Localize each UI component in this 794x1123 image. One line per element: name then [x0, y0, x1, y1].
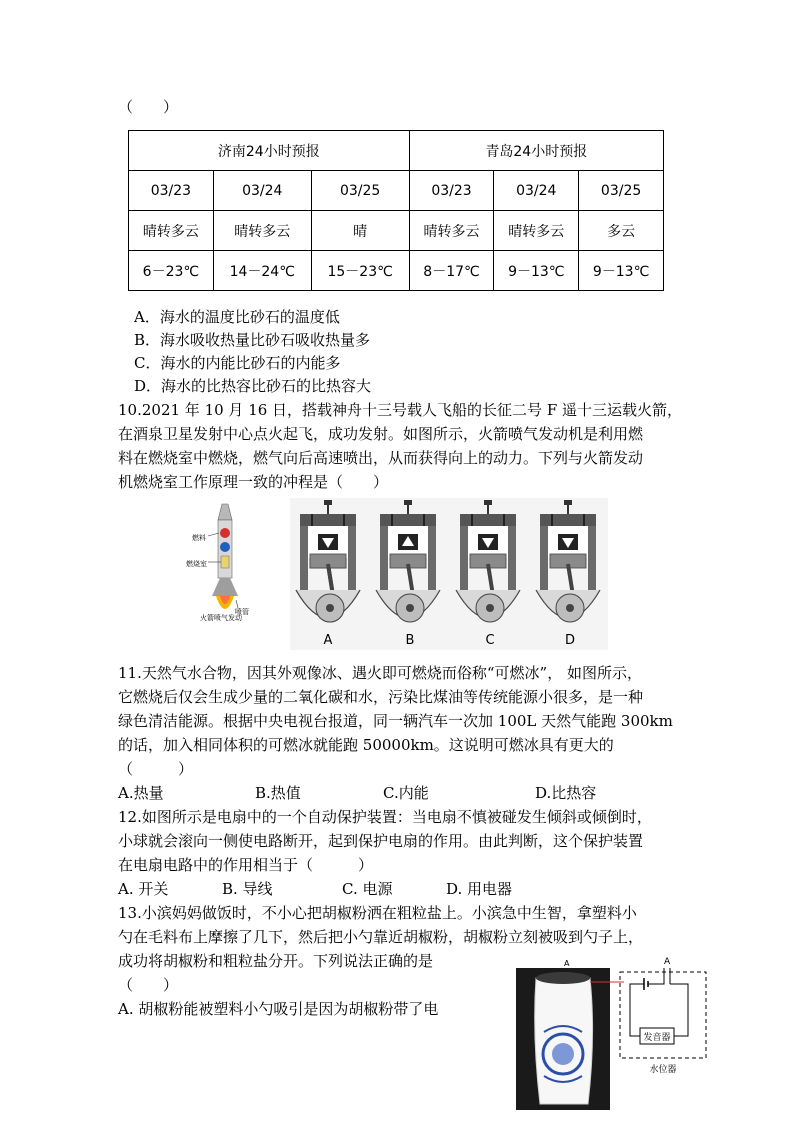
- circuit-wire: [630, 984, 644, 1020]
- weather-forecast-table: [128, 130, 664, 291]
- date-cell: 03/25: [311, 171, 409, 211]
- weather-cell: 晴转多云: [409, 211, 494, 251]
- q10-line: 料在燃烧室中燃烧，燃气向后高速喷出，从而获得向上的动力。下列与火箭发动: [118, 449, 644, 467]
- q9-answer-paren: （ ）: [118, 98, 179, 116]
- q12-option-d: D. 用电器: [446, 880, 513, 898]
- date-cell: 03/24: [213, 171, 311, 211]
- temp-cell: 14－24℃: [213, 251, 311, 291]
- q11-line: 绿色清洁能源。根据中央电视台报道，同一辆汽车一次加 100L 天然气能跑 300km: [118, 712, 673, 730]
- chamber-label: 燃烧室: [186, 560, 207, 568]
- q11-line: 11.天然气水合物，因其外观像冰、遇火即可燃烧而俗称“可燃冰”， 如图所示，: [118, 664, 642, 682]
- rocket-nose: [218, 504, 232, 520]
- engine-label-c: C: [485, 633, 495, 648]
- q13-line: 13.小滨妈妈做饭时，不小心把胡椒粉洒在粗粒盐上。小滨急中生智，拿塑料小: [118, 904, 637, 922]
- weather-cell: 晴: [311, 211, 409, 251]
- date-cell: 03/23: [129, 171, 214, 211]
- engine-label-a: A: [323, 633, 333, 648]
- engine-b: [376, 500, 440, 622]
- weather-cell: 晴转多云: [494, 211, 579, 251]
- q12-option-a: A. 开关: [118, 880, 169, 898]
- q12-line: 12.如图所示是电扇中的一个自动保护装置：当电扇不慎被碰发生倾斜或倾倒时，: [118, 808, 652, 826]
- q9-option-b: B．海水吸收热量比砂石吸收热量多: [134, 331, 371, 349]
- weather-cell: 晴转多云: [213, 211, 311, 251]
- engine-a: [296, 500, 360, 622]
- weather-cell: 晴转多云: [129, 211, 214, 251]
- q10-line: 在酒泉卫星发射中心点火起飞，成功发射。如图所示，火箭喷气发动机是利用燃: [118, 425, 644, 443]
- q9-option-c: C．海水的内能比砂石的内能多: [134, 354, 341, 372]
- probe-label-a: A: [664, 957, 671, 967]
- engine-label-b: B: [405, 633, 415, 648]
- oxidizer-tank: [220, 542, 230, 552]
- temp-cell: 8－17℃: [409, 251, 494, 291]
- temp-cell: 9－13℃: [494, 251, 579, 291]
- q12-option-b: B. 导线: [222, 880, 273, 898]
- water-level-caption: 水位器: [649, 1065, 677, 1075]
- q11-option-d: D.比热容: [535, 784, 597, 802]
- fuel-pointer: [208, 533, 219, 536]
- jinan-header: 济南24小时预报: [129, 131, 410, 171]
- q10-line: 10.2021 年 10 月 16 日，搭载神舟十三号载人飞船的长征二号 F 遥十三运载火箭，: [118, 401, 682, 419]
- q11-option-a: A.热量: [118, 784, 164, 802]
- date-cell: 03/25: [579, 171, 664, 211]
- engine-label-d: D: [564, 633, 576, 648]
- engine-d: [536, 500, 600, 622]
- date-cell: 03/23: [409, 171, 494, 211]
- q11-line: 的话，加入相同体积的可燃冰就能跑 50000km。这说明可燃冰具有更大的: [118, 736, 614, 754]
- nozzle-label: 喷管: [235, 608, 249, 616]
- q12-line: 在电扇电路中的作用相当于（ ）: [118, 856, 374, 874]
- temp-cell: 15－23℃: [311, 251, 409, 291]
- temp-cell: 9－13℃: [579, 251, 664, 291]
- q11-line: （ ）: [118, 760, 194, 778]
- engine-strokes-figure: [290, 498, 608, 650]
- circuit-wire: [630, 1020, 640, 1036]
- rocket-engine-figure: [186, 500, 276, 625]
- engine-c: [456, 500, 520, 622]
- water-level-figure: [514, 956, 710, 1112]
- fuel-tank: [220, 528, 230, 538]
- temp-cell: 6－23℃: [129, 251, 214, 291]
- date-cell: 03/24: [494, 171, 579, 211]
- q11-option-c: C.内能: [383, 784, 429, 802]
- qingdao-header: 青岛24小时预报: [409, 131, 663, 171]
- q9-option-a: A．海水的温度比砂石的温度低: [134, 308, 340, 326]
- cup-label-a: A: [564, 959, 570, 968]
- fuel-label: 燃料: [192, 534, 206, 542]
- q13-line: 勺在毛料布上摩擦了几下，然后把小勺靠近胡椒粉，胡椒粉立刻被吸到勺子上，: [118, 928, 644, 946]
- nozzle-pointer: [236, 600, 238, 608]
- q9-option-d: D．海水的比热容比砂石的比热容大: [134, 377, 372, 395]
- q12-option-c: C. 电源: [342, 880, 393, 898]
- rocket-caption: 火箭喷气发动: [200, 614, 242, 622]
- combustion-chamber: [221, 556, 229, 568]
- circuit-wire: [648, 968, 664, 984]
- cup-rim: [536, 972, 590, 984]
- q13-line: A. 胡椒粉能被塑料小勺吸引是因为胡椒粉带了电: [118, 1000, 439, 1018]
- q12-line: 小球就会滚向一侧使电路断开，起到保护电扇的作用。由此判断，这个保护装置: [118, 832, 644, 850]
- q11-option-b: B.热值: [255, 784, 301, 802]
- q10-line: 机燃烧室工作原理一致的冲程是（ ）: [118, 473, 389, 491]
- q13-line: 成功将胡椒粉和粗粒盐分开。下列说法正确的是: [118, 952, 434, 970]
- sounder-label: 发音器: [643, 1033, 671, 1043]
- weather-cell: 多云: [579, 211, 664, 251]
- blue-pattern-center: [552, 1043, 574, 1065]
- q11-line: 它燃烧后仅会生成少量的二氧化碳和水，污染比煤油等传统能源小很多，是一种: [118, 688, 644, 706]
- rocket-nozzle: [212, 578, 238, 596]
- q13-line: （ ）: [118, 976, 179, 994]
- water-level-circuit-box: [620, 972, 706, 1058]
- ceramic-cup: [535, 978, 593, 1104]
